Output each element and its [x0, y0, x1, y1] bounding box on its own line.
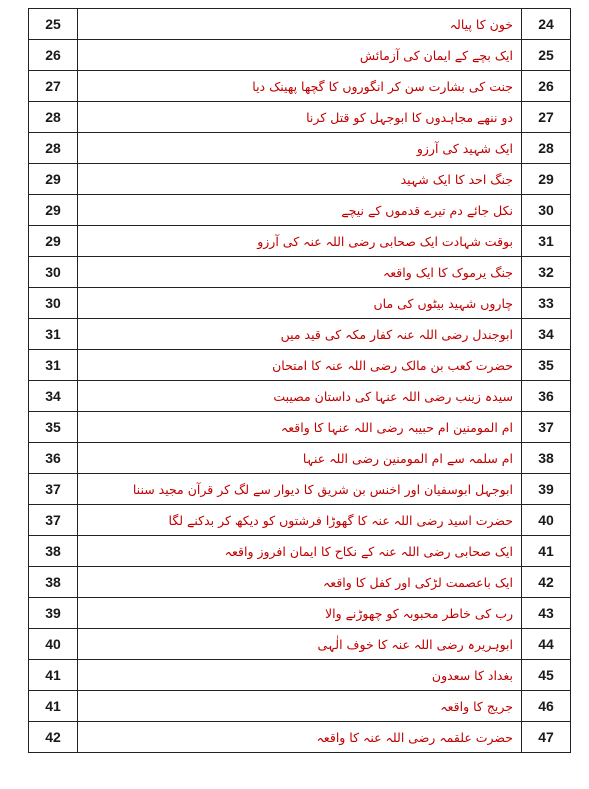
- chapter-title: جنت کی بشارت سن کر انگوروں کا گچھا پھینک دیا: [78, 71, 522, 102]
- serial-number: 31: [522, 226, 571, 257]
- serial-number: 32: [522, 257, 571, 288]
- page-number: 31: [29, 319, 78, 350]
- toc-row: [29, 443, 571, 474]
- serial-number: 28: [522, 133, 571, 164]
- toc-row: [29, 195, 571, 226]
- chapter-title: حضرت علقمہ رضی اللہ عنہ کا واقعہ: [78, 722, 522, 753]
- serial-number: 33: [522, 288, 571, 319]
- page-number: 38: [29, 567, 78, 598]
- toc-row: [29, 474, 571, 505]
- serial-number: 40: [522, 505, 571, 536]
- toc-row: [29, 567, 571, 598]
- toc-row: [29, 40, 571, 71]
- page-number: 38: [29, 536, 78, 567]
- toc-row: [29, 319, 571, 350]
- toc-row: [29, 412, 571, 443]
- toc-row: [29, 288, 571, 319]
- chapter-title: ابوہریرہ رضی اللہ عنہ کا خوف الٰہی: [78, 629, 522, 660]
- chapter-title: ام المومنین ام حبیبہ رضی اللہ عنہا کا واقعہ: [78, 412, 522, 443]
- chapter-title: ایک باعصمت لڑکی اور کفل کا واقعہ: [78, 567, 522, 598]
- page-number: 37: [29, 505, 78, 536]
- toc-row: [29, 9, 571, 40]
- toc-row: [29, 257, 571, 288]
- serial-number: 39: [522, 474, 571, 505]
- toc-row: [29, 505, 571, 536]
- toc-row: [29, 660, 571, 691]
- toc-row: [29, 722, 571, 753]
- chapter-title: چاروں شہید بیٹوں کی ماں: [78, 288, 522, 319]
- chapter-title: حضرت کعب بن مالک رضی اللہ عنہ کا امتحان: [78, 350, 522, 381]
- chapter-title: جریج کا واقعہ: [78, 691, 522, 722]
- serial-number: 26: [522, 71, 571, 102]
- chapter-title: سیدہ زینب رضی اللہ عنہا کی داستان مصیبت: [78, 381, 522, 412]
- chapter-title: ابوجہل ابوسفیان اور اخنس بن شریق کا دیوار سے لگ کر قرآن مجید سننا: [78, 474, 522, 505]
- toc-row: [29, 71, 571, 102]
- toc-row: [29, 598, 571, 629]
- toc-row: [29, 133, 571, 164]
- chapter-title: ام سلمہ سے ام المومنین رضی اللہ عنہا: [78, 443, 522, 474]
- page-number: 37: [29, 474, 78, 505]
- toc-row: [29, 164, 571, 195]
- chapter-title: دو ننھے مجاہدوں کا ابوجہل کو قتل کرنا: [78, 102, 522, 133]
- chapter-title: رب کی خاطر محبوبہ کو چھوڑنے والا: [78, 598, 522, 629]
- serial-number: 44: [522, 629, 571, 660]
- page-number: 31: [29, 350, 78, 381]
- chapter-title: ایک بچے کے ایمان کی آزمائش: [78, 40, 522, 71]
- serial-number: 43: [522, 598, 571, 629]
- page-number: 28: [29, 133, 78, 164]
- page-number: 35: [29, 412, 78, 443]
- page-number: 29: [29, 195, 78, 226]
- toc-row: [29, 102, 571, 133]
- page-number: 30: [29, 288, 78, 319]
- serial-number: 24: [522, 9, 571, 40]
- chapter-title: ابوجندل رضی اللہ عنہ کفار مکہ کی قید میں: [78, 319, 522, 350]
- serial-number: 27: [522, 102, 571, 133]
- serial-number: 45: [522, 660, 571, 691]
- chapter-title: ایک شہید کی آرزو: [78, 133, 522, 164]
- chapter-title: ایک صحابی رضی اللہ عنہ کے نکاح کا ایمان افروز واقعہ: [78, 536, 522, 567]
- page-number: 40: [29, 629, 78, 660]
- page-number: 29: [29, 226, 78, 257]
- toc-row: [29, 691, 571, 722]
- serial-number: 38: [522, 443, 571, 474]
- toc-row: [29, 536, 571, 567]
- serial-number: 35: [522, 350, 571, 381]
- serial-number: 36: [522, 381, 571, 412]
- page-number: 27: [29, 71, 78, 102]
- serial-number: 41: [522, 536, 571, 567]
- chapter-title: جنگ یرموک کا ایک واقعہ: [78, 257, 522, 288]
- serial-number: 42: [522, 567, 571, 598]
- page-number: 26: [29, 40, 78, 71]
- table-of-contents: [28, 8, 571, 753]
- serial-number: 30: [522, 195, 571, 226]
- page-number: 29: [29, 164, 78, 195]
- page-number: 28: [29, 102, 78, 133]
- toc-row: [29, 381, 571, 412]
- toc-row: [29, 226, 571, 257]
- chapter-title: بوقت شہادت ایک صحابی رضی اللہ عنہ کی آرزو: [78, 226, 522, 257]
- page-number: 41: [29, 691, 78, 722]
- chapter-title: حضرت اسید رضی اللہ عنہ کا گھوڑا فرشتوں کو دیکھ کر بدکنے لگا: [78, 505, 522, 536]
- toc-row: [29, 629, 571, 660]
- toc-body: [29, 9, 571, 753]
- toc-row: [29, 350, 571, 381]
- page-number: 41: [29, 660, 78, 691]
- page-number: 39: [29, 598, 78, 629]
- chapter-title: بغداد کا سعدون: [78, 660, 522, 691]
- chapter-title: جنگ احد کا ایک شہید: [78, 164, 522, 195]
- chapter-title: نکل جائے دم تیرے قدموں کے نیچے: [78, 195, 522, 226]
- page-number: 30: [29, 257, 78, 288]
- page-number: 36: [29, 443, 78, 474]
- chapter-title: خون کا پیالہ: [78, 9, 522, 40]
- serial-number: 25: [522, 40, 571, 71]
- serial-number: 47: [522, 722, 571, 753]
- serial-number: 34: [522, 319, 571, 350]
- serial-number: 29: [522, 164, 571, 195]
- serial-number: 37: [522, 412, 571, 443]
- page-number: 25: [29, 9, 78, 40]
- serial-number: 46: [522, 691, 571, 722]
- page-number: 42: [29, 722, 78, 753]
- page-number: 34: [29, 381, 78, 412]
